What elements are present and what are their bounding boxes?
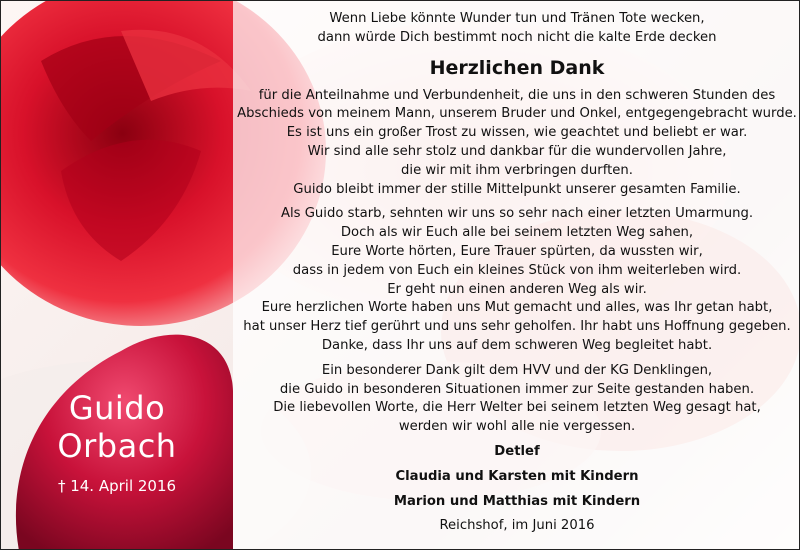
text-line: Die liebevollen Worte, die Herr Welter bei seinem letzten Weg gesagt hat, bbox=[273, 400, 761, 416]
text-line: Eure herzlichen Worte haben uns Mut gemacht und alles, was Ihr getan habt, bbox=[261, 300, 773, 316]
text-line: die Guido in besonderen Situationen immer zur Seite gestanden haben. bbox=[279, 381, 755, 397]
signature-line: Claudia und Karsten mit Kindern bbox=[395, 468, 639, 484]
deceased-name-block bbox=[1, 389, 233, 495]
text-line: Als Guido starb, sehnten wir uns so sehr nach einer letzten Umarmung. bbox=[280, 206, 754, 222]
text-line: werden wir wohl alle nie vergessen. bbox=[398, 419, 636, 435]
text-line: Wir sind alle sehr stolz und dankbar für die wundervollen Jahre, bbox=[307, 143, 727, 159]
deceased-last-name: Orbach bbox=[57, 427, 177, 465]
paragraph-thanks bbox=[233, 87, 800, 200]
deceased-first-name: Guido bbox=[68, 389, 166, 427]
page-title: Herzlichen Dank bbox=[429, 56, 605, 79]
motto-line: dann würde Dich bestimmt noch nicht die kalte Erde decken bbox=[317, 29, 717, 45]
text-line: Doch als wir Euch alle bei seinem letzten Weg sahen, bbox=[340, 225, 694, 241]
motto bbox=[233, 10, 800, 48]
text-line: Eure Worte hörten, Eure Trauer spürten, da wussten wir, bbox=[331, 243, 703, 259]
signatures bbox=[233, 443, 800, 511]
text-line: Er geht nun einen anderen Weg als wir. bbox=[387, 281, 647, 297]
paragraph-special-thanks bbox=[233, 362, 800, 437]
text-line: hat unser Herz tief gerührt und uns sehr geholfen. Ihr habt uns Hoffnung gegeben. bbox=[243, 319, 791, 335]
signature-line: Marion und Matthias mit Kindern bbox=[393, 493, 641, 509]
text-line: dass in jedem von Euch ein kleines Stück von ihm weiterleben wird. bbox=[292, 262, 742, 278]
message-area bbox=[233, 1, 800, 550]
motto-line: Wenn Liebe könnte Wunder tun und Tränen Tote wecken, bbox=[329, 11, 705, 26]
text-line: Guido bleibt immer der stille Mittelpunkt unserer gesamten Familie. bbox=[293, 181, 741, 197]
text-line: Es ist uns ein großer Trost zu wissen, wie geachtet und beliebt er war. bbox=[286, 125, 748, 141]
signature-line: Detlef bbox=[494, 443, 540, 459]
death-date: † 14. April 2016 bbox=[57, 477, 177, 495]
place-date: Reichshof, im Juni 2016 bbox=[439, 518, 595, 534]
text-line: Danke, dass Ihr uns auf dem schweren Weg begleitet habt. bbox=[321, 337, 713, 353]
text-line: für die Anteilnahme und Verbundenheit, die uns in den schweren Stunden des bbox=[258, 87, 776, 103]
paragraph-embrace bbox=[233, 205, 800, 355]
text-line: die wir mit ihm verbringen durften. bbox=[401, 162, 633, 178]
text-line: Ein besonderer Dank gilt dem HVV und der KG Denklingen, bbox=[321, 362, 713, 378]
text-line: Abschieds von meinem Mann, unserem Bruder und Onkel, entgegengebracht wurde. bbox=[237, 106, 797, 122]
